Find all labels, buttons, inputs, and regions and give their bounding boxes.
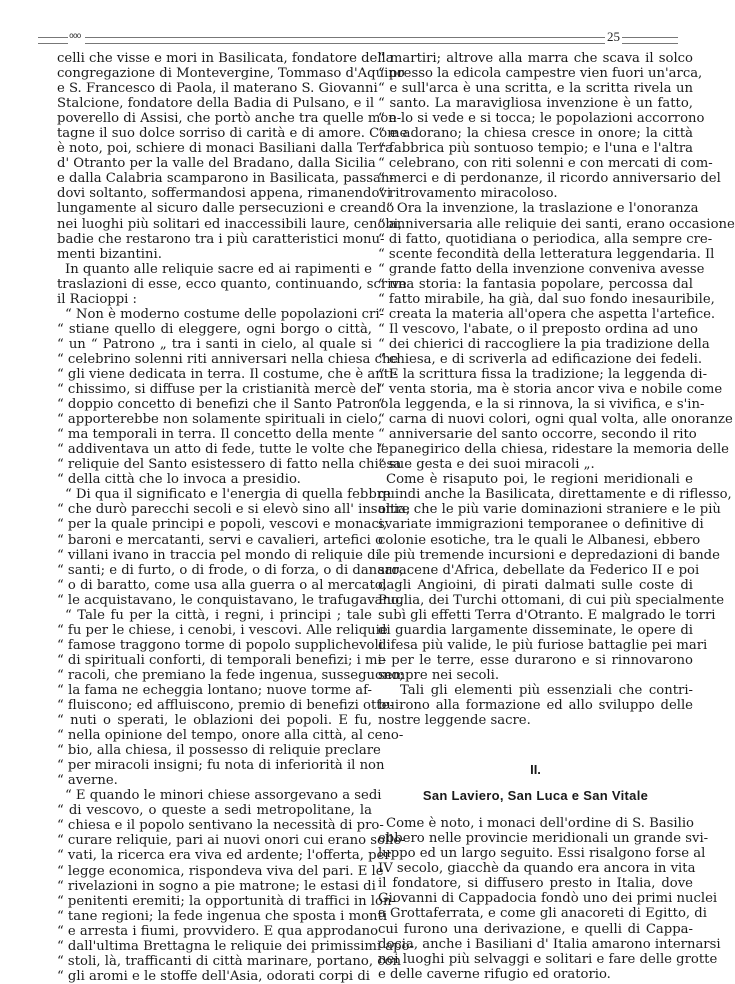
text-line: “ e sull'arca è una scritta, e la scritta rivela un [378,81,693,97]
text-line: Giovanni di Cappadocia fondò uno dei primi nuclei [378,891,718,907]
text-line: “ e adorano; la chiesa cresce in onore; la città [378,126,693,142]
text-line: “ Di qua il significato e l'energia di quella febbre [65,487,391,503]
right-column-body [378,51,735,729]
text-line: sempre nei secoli. [378,667,500,683]
text-line: traslazioni di esse, ecco quanto, continuando, scrive [57,276,407,292]
paragraph [57,51,408,262]
text-line: IV secolo, giacchè da quando era ancora in vita [378,861,696,877]
text-line: e dalla Calabria scamparono in Basilicata, passan- [57,171,394,187]
text-line: “ anniversaria alle reliquie dei santi, erano occasione [378,216,735,232]
text-line: “ Non è moderno costume delle popolazioni cri- [65,306,384,322]
text-line: “ tane regioni; la fede ingenua che sposta i monti [57,908,388,924]
paragraph [378,51,721,202]
text-line: “ racoli, che premiano la fede ingenua, susseguono; [57,667,404,683]
text-line: “ penitenti eremiti; la opportunità di traffici in lon- [57,893,396,909]
text-line: “ per la quale principi e popoli, vescovi e monaci, [57,517,388,533]
text-line: “ di fatto, quotidiana o periodica, alla sempre cre- [378,231,713,247]
text-line: “ fabbrica più sontuoso tempio; e l'una e l'altra [378,141,693,157]
text-line: congregazione di Montevergine, Tommaso d'Aquino [57,66,405,82]
text-line: “ ritrovamento miracoloso. [378,186,558,202]
section-paragraph [378,816,721,982]
text-line: “ fu per le chiese, i cenobi, i vescovi. Alle reliquie [57,622,388,638]
text-line: subì gli effetti Terra d'Otranto. E malgrado le torri [378,607,716,623]
text-line: “ le acquistavano, le conquistavano, le trafugavano. [57,592,403,608]
text-line: Come è risaputo poi, le regioni meridionali e [386,472,693,488]
paragraph [57,487,411,608]
text-line: “ Ora la invenzione, la traslazione e l'onoranza [386,201,699,217]
text-line: “ chiesa e il popolo sentivano la necessità di pro- [57,818,384,834]
paragraph [57,607,404,789]
text-line: “ sue gesta e dei suoi miracoli „. [378,457,595,473]
text-line: nostre leggende sacre. [378,713,531,729]
text-line: “ un “ Patrono „ tra i santi in cielo, al quale si [57,336,372,352]
text-line: “ grande fatto della invenzione conveniva avesse [378,261,705,277]
header-rule [85,37,605,44]
text-line: “ di vescovo, o queste a sedi metropolitane, la [57,803,372,819]
text-line: “ villani ivano in traccia pel mondo di reliquie di [57,547,380,563]
text-line: le più tremende incursioni e depredazioni di bande [378,547,720,563]
text-line: “ legge economica, rispondeva viva del pari. E le [57,863,384,879]
header-rule [38,37,68,44]
text-line: a Grottaferrata, e come gli anacoreti di Egitto, di [378,906,707,922]
text-line: “ dei chierici di raccogliere la pia tradizione della [378,336,710,352]
text-line: dovi soltanto, soffermandosi appena, rimanendovi [57,186,392,202]
text-line: “ E la scrittura fissa la tradizione; la leggenda di- [378,366,708,382]
text-line: “ la leggenda, e la si rinnova, la si vivifica, e s'in- [378,397,705,413]
text-line: “ chissimo, si diffuse per la cristianità mercè del [57,382,381,398]
text-line: Stalcione, fondatore della Badia di Pulsano, e il [57,96,375,112]
text-line: “ reliquie del Santo esistessero di fatto nella chiesa [57,457,402,473]
text-line: oltre che le più varie dominazioni straniere e le più [378,502,721,518]
text-line: “ rivelazioni in sogno a pie matrone; le estasi di [57,878,376,894]
text-line: “ bio, alla chiesa, il possesso di reliquie preclare [57,743,381,759]
text-line: tagne il suo dolce sorriso di carità e di amore. Come [57,126,408,142]
ornament-icon: ooo [69,31,81,40]
left-column [57,51,414,984]
text-line: “ celebrano, con riti solenni e con mercati di com- [378,156,713,172]
text-line: celli che visse e mori in Basilicata, fondatore della [57,51,394,66]
text-line: “ di spirituali conforti, di temporali benefizi; i mi- [57,652,387,668]
text-line: “ venta storia, ma è storia ancor viva e nobile come [378,382,723,398]
paragraph [57,261,407,307]
text-line: “ scente fecondità della letteratura leggendaria. Il [378,246,715,262]
text-line: “ dall'ultima Brettagna le reliquie dei primissimi apo- [57,938,414,954]
text-line: “ della città che lo invoca a presidio. [57,472,301,488]
text-line: “ apporterebbe non solamente spirituali in cielo, [57,412,382,428]
text-line: “ averne. [57,773,118,789]
text-line: “ una storia: la fantasia popolare, percossa dal [378,276,693,292]
text-line: quindi anche la Basilicata, direttamente e di riflesso, [378,487,732,503]
text-line: “ santo. La maravigliosa invenzione è un fatto, [378,96,693,112]
paragraph [378,816,721,982]
text-line: svariate immigrazioni temporanee o definitive di [378,517,704,533]
text-line: “ baroni e mercatanti, servi e cavalieri, artefici o [57,532,384,548]
paragraph [378,683,693,728]
header-rule [622,37,678,44]
text-line: “ doppio concetto di benefizi che il Santo Patrono [57,397,389,413]
text-line: d' Otranto per la valle del Bradano, dalla Sicilia [57,156,376,172]
text-line: nei luoghi più selvaggi e solitari e fare delle grotte [378,951,718,967]
text-line: “ e arresta i fiumi, provvidero. E qua approdano [57,923,379,939]
text-line: e per le terre, esse durarono e si rinnovarono [378,652,693,668]
page-number: 25 [607,29,620,44]
section-title: San Laviero, San Luca e San Vitale [422,788,649,804]
paragraph [378,472,732,683]
text-line: difesa più valide, le più furiose battaglie pei mari [378,637,708,653]
text-line: “ la fama ne echeggia lontano; nuove torme af- [57,682,372,698]
text-line: “ martiri; altrove alla marra che scava il solco [378,51,693,66]
text-line: docia, anche i Basiliani d' Italia amarono internarsi [378,936,721,952]
text-line: buirono alla formazione ed allo sviluppo delle [378,698,693,714]
text-line: “ E quando le minori chiese assorgevano a sedi [65,788,382,804]
text-line: “ nella opinione del tempo, onore alla città, al ceno- [57,728,404,744]
text-line: “ fluiscono; ed affluiscono, premio di benefizi otte- [57,698,394,714]
text-line: ebbero nelle provincie meridionali un grande svi- [378,831,709,847]
text-line: e S. Francesco di Paola, il materano S. Giovanni [57,81,378,97]
text-line: “ stiane quello di eleggere, ogni borgo o città, [57,321,372,337]
text-line: Tali gli elementi più essenziali che contri- [400,682,693,698]
text-line: “ ma temporali in terra. Il concetto della mente [57,427,375,443]
text-line: luppo ed un largo seguito. Essi risalgono forse al [378,846,706,862]
text-line: “ carna di nuovi colori, ogni qual volta, alle onoranze [378,412,733,428]
text-line: “ gli aromi e le stoffe dell'Asia, odorati corpi di [57,968,371,984]
text-line: nei luoghi più solitari ed inaccessibili laure, cenobi, [57,216,403,232]
text-line: il Racioppi : [57,291,138,307]
text-line: “ famose traggono torme di popolo supplichevoli [57,637,383,653]
text-line: “ curare reliquie, pari ai nuovi onori cui erano solle- [57,833,406,849]
text-line: Come è noto, i monaci dell'ordine di S. Basilio [386,816,694,832]
paragraph [57,306,402,488]
text-line: “ addiventava un atto di fede, tutte le volte che le [57,442,389,458]
text-line: di guardia largamente disseminate, le opere di [378,622,693,638]
text-line: saracene d'Africa, debellate da Federico II e poi [378,562,700,578]
text-line: dagli Angioini, di pirati dalmati sulle coste di [378,577,693,593]
running-header [38,29,678,45]
right-column [378,51,735,982]
text-line: colonie esotiche, tra le quali le Albanesi, ebbero [378,532,701,548]
text-line: poverello di Assisi, che portò anche tra quelle mon- [57,111,402,127]
text-line: “ stoli, là, trafficanti di città marinare, portano, con [57,953,402,969]
text-line: “ anniversarie del santo occorre, secondo il rito [378,427,697,443]
text-line: “ merci e di perdonanze, il ricordo anniversario del [378,171,721,187]
text-line: “ per miracoli insigni; fu nota di inferiorità il non [57,758,385,774]
text-line: Puglia, dei Turchi ottomani, di cui più specialmente [378,592,725,608]
text-line: lungamente al sicuro dalle persecuzioni e creando [57,201,395,217]
text-line: menti bizantini. [57,246,162,262]
text-line: “ o di baratto, come usa alla guerra o al mercato, [57,577,387,593]
text-line: “ presso la edicola campestre vien fuori un'arca, [378,66,703,82]
text-line: In quanto alle reliquie sacre ed ai rapimenti e [65,261,372,277]
text-line: “ fatto mirabile, ha già, dal suo fondo inesauribile, [378,291,715,307]
text-line: “ Tale fu per la città, i regni, i principi ; tale [65,607,372,623]
text-line: e delle caverne rifugio ed oratorio. [378,966,611,982]
paragraph [378,201,735,473]
text-line: “ Il vescovo, l'abate, o il preposto ordina ad uno [378,321,698,337]
text-line: cui furono una derivazione, e quelli di Cappa- [378,921,693,937]
paragraph [57,788,414,984]
text-line: badie che restarono tra i più caratteristici monu- [57,231,385,247]
text-line: “ celebrino solenni riti anniversari nella chiesa che [57,351,399,367]
text-line: “ santi; e di furto, o di frode, o di forza, o di danaro, [57,562,404,578]
text-line: “ nuti o sperati, le oblazioni dei popoli. E fu, [57,713,372,729]
text-line: “ creata la materia all'opera che aspetta l'artefice. [378,306,716,322]
text-line: “ vati, la ricerca era viva ed ardente; l'offerta, per [57,848,391,864]
text-line: “ che durò parecchi secoli e si elevò sino all' insania; [57,502,411,518]
text-line: “ e lo si vede e si tocca; le popolazioni accorrono [378,111,705,127]
text-line: “ panegirico della chiesa, ridestare la memoria delle [378,442,729,458]
text-line: “ chiesa, e di scriverla ad edificazione dei fedeli. [378,351,703,367]
section-number: II. [530,762,541,778]
text-line: è noto, poi, schiere di monaci Basiliani dalla Terra [57,141,394,157]
text-line: “ gli viene dedicata in terra. Il costume, che è anti- [57,366,398,382]
text-line: il fondatore, si diffusero presto in Italia, dove [378,876,693,892]
